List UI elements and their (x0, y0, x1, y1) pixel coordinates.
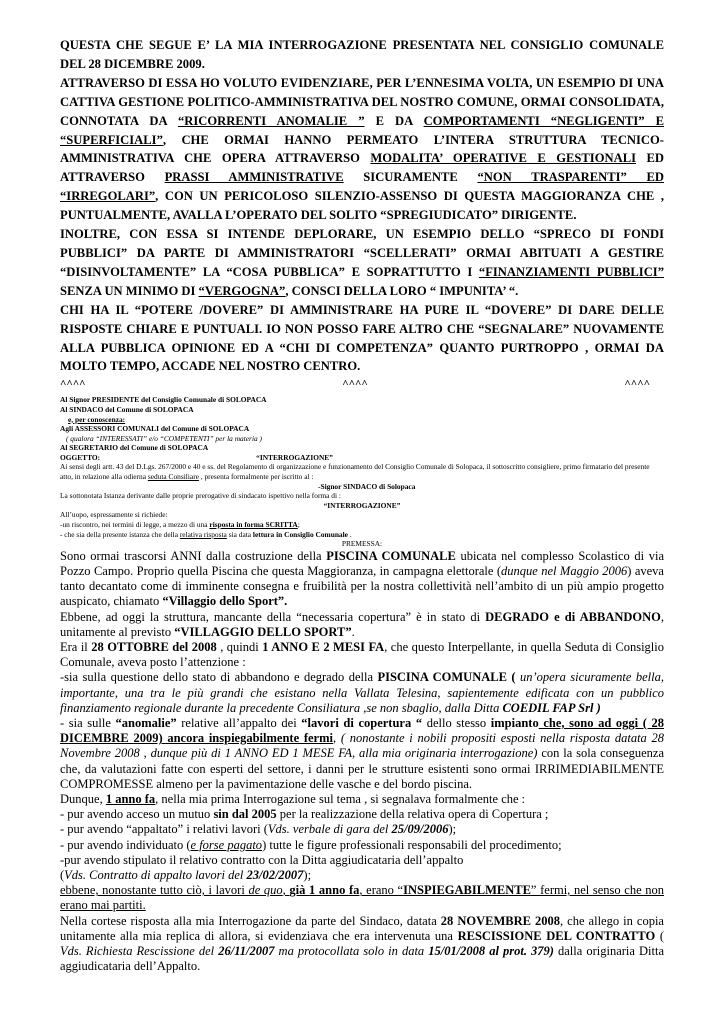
text-run: . (351, 624, 355, 639)
text-run: “VILLAGGIO DELLO SPORT” (174, 624, 352, 639)
text-run: Dunque, (60, 792, 106, 807)
list-item-figure (60, 838, 664, 853)
cc-label (60, 415, 664, 425)
istanza-title (60, 501, 664, 511)
text-run: per la realizzazione della relativa opera di Copertura ; (276, 807, 549, 822)
document-page (60, 36, 664, 975)
body-paragraph-5 (60, 716, 664, 792)
text-run: 26/11/2007 (218, 944, 275, 959)
body-section (60, 549, 664, 975)
text-run: -sia sulla questione dello stato di abbandono e degrado della (60, 670, 378, 685)
header-text: -un riscontro, nei termini di legge, a mezzo di una (60, 520, 210, 530)
text-run: 1 ANNO E 2 MESI FA (262, 640, 385, 655)
addressee-assessors (60, 424, 664, 434)
text-run: RESCISSIONE DEL CONTRATTO (457, 928, 656, 943)
text-run: COEDIL FAP Srl ) (502, 700, 601, 715)
text-run: 28 OTTOBRE del 2008 (91, 640, 217, 655)
text-run: , erano “ (359, 883, 404, 898)
legal-reference (60, 462, 664, 481)
header-text: “INTERROGAZIONE” (323, 500, 401, 510)
header-underline: relativa risposta (179, 529, 227, 539)
text-run: INSPIEGABILMENTE (403, 883, 531, 898)
text-run: , nella mia prima Interrogazione sul tema , si segnalava formalmente che : (155, 792, 526, 807)
intro-text: E DA (364, 113, 424, 128)
intro-text: , CHE ORMAI HANNO PERMEATO L’INTERA STRUTTURA TECNICO-AMMINISTRATIVA CHE OPERA ATTRAVERSO (60, 132, 664, 166)
text-run: ( nonostante i nobili propositi esposti nella risposta datata 28 Novembre 2008 , dunque più di 1 ANNO ED 1 MESE FA, alla mia originaria interrogazione) (60, 731, 664, 761)
body-paragraph-4 (60, 670, 664, 716)
text-run: e forse pagato (190, 837, 263, 852)
text-run: - pur avendo acceso un mutuo (60, 807, 214, 822)
text-run: ); (448, 822, 457, 837)
header-text: PREMESSA: (341, 539, 383, 549)
premessa-heading (60, 539, 664, 549)
request-written (60, 520, 664, 530)
text-run: che, sono ad oggi ( 28 DICEMBRE 2009) ancora inspiegabilmente fermi (60, 716, 665, 746)
caret-mark: ^^^^ (342, 378, 368, 391)
intro-paragraph-1 (60, 36, 664, 74)
header-text: ( qualora “INTERESSATI” e/o “COMPETENTI” per la materia ) (66, 433, 262, 443)
subject-line (60, 453, 664, 463)
text-run: , (332, 731, 341, 746)
text-run: un’opera sicuramente bella, importante, una tra le più grandi che esistano nella Vallata Telesina, sapientemente edificata con un pubblico finanziamento regionale durante la precedente Consiliatura ,se non sbaglio, dalla Ditta (60, 670, 664, 715)
text-run: Vds. verbale di gara del (267, 822, 392, 837)
addressee-secretary (60, 443, 664, 453)
text-run: ) aveva tanto decantato come di imminente consegna e fruibilità per la nostra collettività nell’ambito di un più ampio progetto auspicato, chiamato (60, 564, 664, 609)
letter-header (60, 395, 664, 549)
header-text: Al Signor PRESIDENTE del Consiglio Comunale di SOLOPACA (60, 395, 267, 405)
header-text: Al SEGRETARIO del Comune di SOLOPACA (60, 443, 209, 453)
intro-underline: “FINANZIAMENTI PUBBLICI” (478, 264, 664, 279)
text-run: Vds. Richiesta Rescissione del (60, 944, 219, 959)
caret-mark: ^^^^ (60, 378, 86, 391)
intro-underline: MODALITA’ OPERATIVE E GESTIONALI (370, 151, 636, 166)
header-text: Al SINDACO del Comune di SOLOPACA (60, 404, 194, 414)
text-run: relative all’appalto dei (176, 716, 302, 731)
text-run: , quindi (216, 640, 263, 655)
addressee-mayor (60, 405, 664, 415)
header-text: , presenta formalmente per iscritto al : (198, 472, 314, 482)
intro-text: SICURAMENTE (343, 170, 478, 185)
intro-underline: “RICORRENTI ANOMALIE ” (177, 113, 365, 128)
intro-section (60, 36, 664, 376)
text-run: “Villaggio dello Sport”. (162, 594, 288, 609)
intro-paragraph-4 (60, 301, 664, 377)
intro-underline: PRASSI AMMINISTRATIVE (164, 170, 344, 185)
text-run: -pur avendo stipulato il relativo contratto con la Ditta aggiudicataria dell’appalto (60, 852, 464, 867)
text-run: - sia sulle (60, 716, 116, 731)
intro-text: QUESTA CHE SEGUE E’ LA MIA INTERROGAZIONE PRESENTATA NEL CONSIGLIO COMUNALE DEL 28 DICEMBRE 2009. (60, 38, 664, 71)
text-run: “lavori di copertura “ (301, 716, 423, 731)
text-run: 28 NOVEMBRE 2008 (440, 913, 560, 928)
body-paragraph-risposta (60, 914, 664, 975)
assessors-note (60, 434, 664, 444)
text-run: , unitamente al previsto (60, 609, 664, 639)
text-run: Vds. Contratto di appalto lavori del (64, 868, 247, 883)
text-run: de quo (248, 883, 283, 898)
recipient-mayor (60, 482, 664, 492)
text-run: con la sola conseguenza che, da valutazioni fatte con esperti del settore, i danni per le strutture esistenti sono ormai IRRIMEDIABILMENTE COMPROMESSE almeno per la pavimentazione delle vasche e del bordo piscina. (60, 746, 665, 791)
intro-paragraph-2 (60, 74, 664, 225)
text-run: sin dal 2005 (213, 807, 277, 822)
body-paragraph-ebbene (60, 883, 664, 913)
subject-value: “INTERROGAZIONE” (256, 452, 333, 462)
text-run: Sono ormai trascorsi ANNI dalla costruzione della (60, 548, 327, 563)
request-intro (60, 510, 664, 520)
text-run: - pur avendo individuato ( (60, 837, 191, 852)
list-item-contratto (60, 853, 664, 868)
text-run: ( (655, 928, 664, 943)
header-text: lettura in Consiglio Comunale (252, 529, 348, 539)
text-run: Ebbene, ad oggi la struttura, mancante della “necessaria copertura” è in stato di (60, 609, 486, 624)
text-run: già 1 anno fa (289, 883, 360, 898)
text-run: ); (303, 868, 312, 883)
header-text: La sottonotata Istanza derivante dalle proprie prerogative di sindacato ispettivo nella forma di : (60, 491, 341, 501)
intro-text: INOLTRE, CON ESSA SI INTENDE DEPLORARE, UN ESEMPIO DELLO “SPRECO DI FONDI PUBBLICI” DA PARTE DI AMMINISTRATORI “SCELLERATI” ORMAI ABITUATI A GESTIRE “DISINVOLTAMENTE” LA “COSA PUBBLICA” E SOPRATTUTTO I (60, 227, 664, 279)
istanza-line (60, 491, 664, 501)
text-run: Nella cortese risposta alla mia Interrogazione da parte del Sindaco, datata (60, 913, 441, 928)
header-text: Agli ASSESSORI COMUNALI del Comune di SOLOPACA (60, 424, 250, 434)
text-run: dalla originaria Ditta aggiudicataria dell’Appalto. (60, 944, 664, 974)
intro-underline: COMPORTAMENTI “NEGLIGENTI” E “SUPERFICIALI” (60, 113, 664, 147)
header-text: All’uopo, espressamente si richiede: (60, 510, 168, 520)
text-run: ) tutte le figure professionali responsabili del procedimento; (262, 837, 562, 852)
text-run: ( (60, 868, 65, 883)
text-run: impianto (490, 716, 539, 731)
body-paragraph-6 (60, 792, 664, 807)
header-text: sia data (226, 529, 253, 539)
header-text: Ai sensi degli artt. 43 del D.Lgs. 267/2000 e 40 e ss. del Regolamento di organizzazione e funzionamento del Consiglio Comunale di Solopaca, il sottoscritto consigliere, primo firmatario del presente atto, in relazione alla odierna (60, 462, 650, 482)
text-run: PISCINA COMUNALE ( (377, 670, 516, 685)
text-run: ” fermi, nel senso che non erano mai partiti. (60, 883, 665, 913)
request-reading (60, 530, 664, 540)
header-text: - che sia della presente istanza che della (60, 529, 180, 539)
intro-text: , CON UN PERICOLOSO SILENZIO-ASSENSO DI QUESTA MAGGIORANZA CHE , PUNTUALMENTE, AVALLA L’OPERATO DEL SOLITO “SPREGIUDICATO” DIRIGENTE. (60, 189, 664, 223)
intro-paragraph-3 (60, 225, 664, 301)
text-run: , (282, 883, 290, 898)
header-text: . (347, 529, 352, 539)
intro-text: ATTRAVERSO DI ESSA HO VOLUTO EVIDENZIARE, PER L’ENNESIMA VOLTA, UN ESEMPIO DI UNA CATTIVA GESTIONE POLITICO-AMMINISTRATIVA DEL NOSTRO COMUNE, ORMAI CONSOLIDATA, CONNOTATA DA (60, 75, 664, 128)
text-run: ubicata nel complesso Scolastico di via Pozzo Campo. Proprio quella Piscina che questa Maggioranza, in campagna elettorale ( (60, 548, 664, 579)
addressee-president (60, 395, 664, 405)
body-paragraph-2 (60, 610, 664, 640)
text-run: dunque nel Maggio 2006 (501, 564, 628, 579)
list-item-mutuo (60, 807, 664, 822)
text-run: Era il (60, 640, 92, 655)
header-underline: risposta in forma SCRITTA (209, 520, 298, 530)
body-paragraph-3 (60, 640, 664, 670)
header-underline: seduta Consiliare (147, 472, 199, 482)
list-item-contratto-ref (60, 868, 664, 883)
text-run: dello stesso (422, 716, 491, 731)
subject-label: OGGETTO: (60, 452, 101, 462)
text-run: , che allego in copia unitamente alla mia replica di allora, si evidenziava che era intervenuta una (60, 913, 664, 943)
separator-carets (60, 378, 664, 391)
text-run: 25/09/2006 (391, 822, 449, 837)
caret-mark: ^^^^ (624, 378, 650, 391)
intro-text: SENZA UN MINIMO DI (60, 283, 199, 298)
text-run: - pur avendo “appaltato” i relativi lavori ( (60, 822, 268, 837)
intro-text: ED ATTRAVERSO (60, 151, 664, 185)
intro-underline: “NON TRASPARENTI” ED “IRREGOLARI” (60, 170, 665, 204)
text-run: DEGRADO e di ABBANDONO (485, 609, 661, 624)
list-item-appalto (60, 822, 664, 837)
text-run: ma protocollata solo in data (274, 944, 429, 959)
header-text: e, per conoscenza: (68, 414, 126, 424)
header-text: -Signor SINDACO di Solopaca (318, 481, 416, 491)
intro-text: CHI HA IL “POTERE /DOVERE” DI AMMINISTRARE HA PURE IL “DOVERE” DI DARE DELLE RISPOSTE CHIARE E PUNTUALI. IO NON POSSO FARE ALTRO CHE “SEGNALARE” NUOVAMENTE ALLA PUBBLICA OPINIONE ED A “CHI DI COMPETENZA” QUANTO PURTROPPO , ORMAI DA MOLTO TEMPO, ACCADE NEL NOSTRO CENTRO. (60, 302, 664, 374)
body-paragraph-1 (60, 549, 664, 610)
text-run: , che questo Interpellante, in quella Seduta di Consiglio Comunale, aveva posto l’attenzione : (60, 640, 664, 670)
intro-text: , CONSCI DELLA LORO “ IMPUNITA’ “. (285, 283, 519, 298)
text-run: PISCINA COMUNALE (326, 548, 456, 563)
text-run: “anomalie” (115, 716, 177, 731)
text-run: 1 anno fa (105, 792, 156, 807)
text-run: 15/01/2008 al prot. 379) (428, 944, 554, 959)
text-run: ebbene, nonostante tutto ciò, i lavori (60, 883, 249, 898)
text-run: 23/02/2007 (246, 868, 304, 883)
header-text: ; (297, 520, 300, 530)
intro-underline: “VERGOGNA” (198, 283, 286, 298)
